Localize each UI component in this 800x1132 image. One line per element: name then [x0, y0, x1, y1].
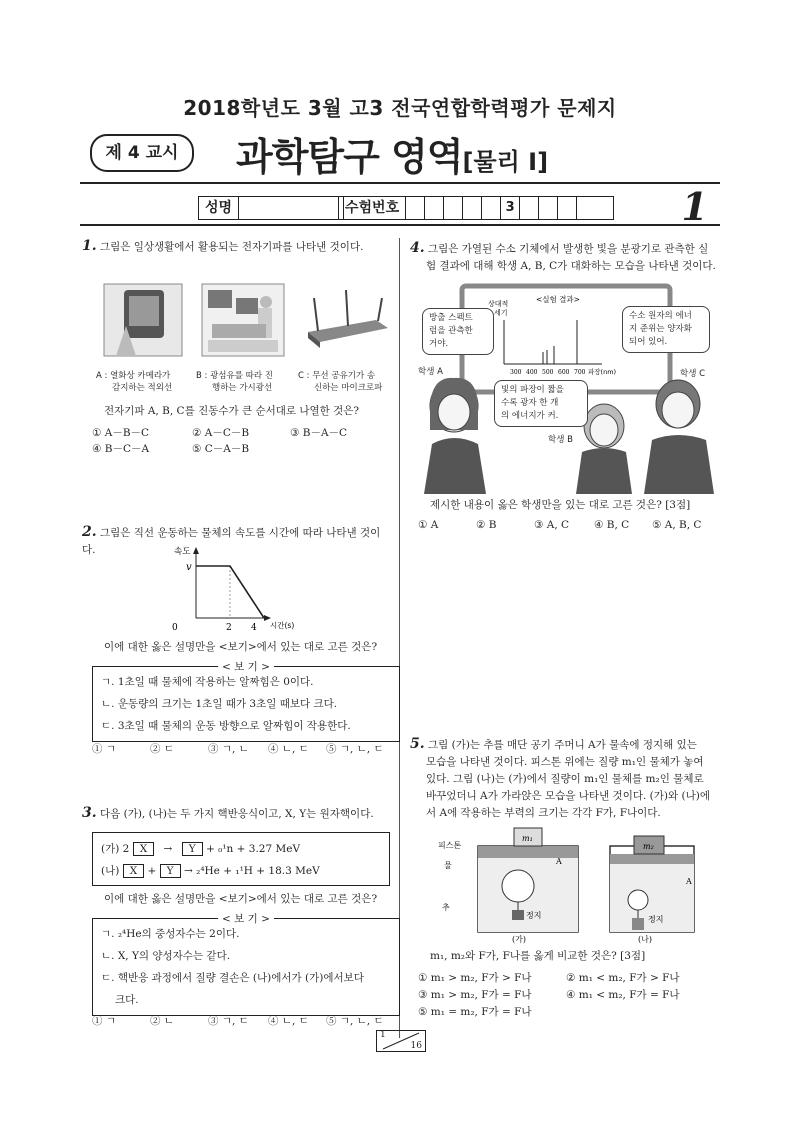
name-label: 성명: [199, 197, 239, 219]
q4-board-title: <실험 결과>: [536, 295, 580, 304]
q4-question: 제시한 내용이 옳은 학생만을 있는 대로 고른 것은? [3점]: [430, 499, 691, 511]
q5-figure: [438, 826, 728, 944]
q4-bubble-a: 방출 스펙트 럼을 관측한 거야.: [422, 308, 494, 355]
q1-choice-4[interactable]: ④ B－C－A: [92, 443, 150, 455]
q5-water-label: 물: [444, 861, 452, 870]
optical-fiber-image: [202, 284, 284, 356]
q3-reaction-ga: (가) 2 X → Y + ₀¹n + 3.27 MeV: [101, 843, 301, 855]
exam-number-digit: 3: [501, 197, 520, 219]
q3-choice-5[interactable]: ⑤ ㄱ, ㄴ, ㄷ: [326, 1015, 384, 1027]
q2-graph-ylabel: 속도: [174, 547, 191, 557]
q4-choice-4[interactable]: ④ B, C: [594, 519, 630, 531]
q2-text: 그림은 직선 운동하는 물체의 속도를 시간에 따라 나타낸 것이다.: [82, 527, 381, 556]
q2-tick-4: 4: [251, 623, 257, 633]
q5-choices: [418, 970, 722, 1021]
q5-number: 5.: [410, 736, 425, 752]
q5-line-4: 바꾸었더니 A가 가라앉은 모습을 나타낸 것이다. (가)와 (나)에: [426, 790, 710, 802]
q1-choice-5[interactable]: ⑤ C－A－B: [192, 443, 250, 455]
header-rule: [80, 182, 720, 184]
q3-choices: [92, 1013, 397, 1028]
q4-board-xlabel: 파장(nm): [588, 368, 617, 376]
q3-reaction-box: [92, 832, 390, 886]
q2-bogi-3: ㄷ. 3초일 때 물체의 운동 방향으로 알짜힘이 작용한다.: [101, 720, 351, 732]
q3-bogi-1: ㄱ. ₂⁴He의 중성자수는 2이다.: [101, 928, 240, 940]
q5-line-2: 모습을 나타낸 것이다. 피스톤 위에는 질량 m₁인 물체가 놓여: [426, 756, 704, 768]
q5-line-1: 그림 (가)는 추를 매단 공기 주머니 A가 물속에 정지해 있는: [427, 739, 697, 751]
q4-student-a-label: 학생 A: [418, 367, 443, 377]
q4-tick-300: 300: [510, 369, 522, 376]
q1-figures: [96, 276, 396, 364]
q5-stop-label-ga: 정지: [526, 911, 542, 920]
q4-tick-500: 500: [542, 369, 554, 376]
q2-choice-2[interactable]: ② ㄷ: [150, 743, 174, 755]
footer-page: 1: [380, 1030, 386, 1040]
q1-caption-c: C : 무선 공유기가 송 신하는 마이크로파: [298, 371, 383, 393]
q5-choice-4[interactable]: ④ m₁ < m₂, F가 = F나: [566, 989, 680, 1001]
q2-number: 2.: [82, 524, 97, 540]
q4-bubble-b: 빛의 파장이 짧을 수록 광자 한 개 의 에너지가 커.: [494, 380, 588, 427]
q5-line-5: 서 A에 작용하는 부력의 크기는 각각 F가, F나이다.: [426, 807, 661, 819]
q4-board-ylabel-2: 세기: [494, 309, 508, 317]
exam-title: 2018학년도 3월 고3 전국연합학력평가 문제지: [183, 96, 617, 120]
q3-bogi-2: ㄴ. X, Y의 양성자수는 같다.: [101, 950, 231, 962]
q4-choice-3[interactable]: ③ A, C: [534, 519, 570, 531]
q2-graph-xlabel: 시간(s): [270, 621, 295, 630]
q3-bogi-3-cont: 크다.: [115, 994, 139, 1006]
q2-choice-5[interactable]: ⑤ ㄱ, ㄴ, ㄷ: [326, 743, 384, 755]
q1-text: 그림은 일상생활에서 활용되는 전자기파를 나타낸 것이다.: [99, 241, 364, 253]
q2-bogi-1: ㄱ. 1초일 때 물체에 작용하는 알짜힘은 0이다.: [101, 676, 314, 688]
q4-choices: [418, 519, 718, 531]
exam-number-box: [338, 196, 614, 220]
q4-student-c-label: 학생 C: [680, 369, 706, 379]
q5-caption-na: (나): [638, 935, 652, 944]
q4-text-1: 그림은 가열된 수소 기체에서 발생한 빛을 분광기로 관측한 실: [427, 243, 709, 255]
q2-velocity-graph: [160, 542, 300, 634]
q2-tick-0: 0: [172, 623, 178, 633]
wireless-router-image: [302, 284, 392, 356]
q3-reaction-na: (나) X + Y → ₂⁴He + ₁¹H + 18.3 MeV: [101, 865, 320, 877]
q2-bogi-title: < 보 기 >: [218, 661, 274, 673]
q4-number: 4.: [410, 240, 425, 256]
q3-choice-3[interactable]: ③ ㄱ, ㄷ: [208, 1015, 249, 1027]
q2-question: 이에 대한 옳은 설명만을 <보기>에서 있는 대로 고른 것은?: [104, 641, 378, 653]
q5-choice-3[interactable]: ③ m₁ > m₂, F가 = F나: [418, 989, 532, 1001]
q5-stop-label-na: 정지: [648, 915, 664, 924]
q3-bogi-3: ㄷ. 핵반응 과정에서 질량 결손은 (나)에서가 (가)에서보다: [101, 972, 364, 984]
q2-bogi: [92, 661, 400, 742]
q2-choice-1[interactable]: ① ㄱ: [92, 743, 116, 755]
question-1: [82, 238, 392, 256]
q3-choice-2[interactable]: ② ㄴ: [150, 1015, 174, 1027]
q1-caption-b: B : 광섬유를 따라 진 행하는 가시광선: [196, 371, 273, 393]
q4-tick-600: 600: [558, 369, 570, 376]
page-indicator: [376, 1030, 426, 1052]
q1-choice-3[interactable]: ③ B－A－C: [290, 427, 348, 439]
q5-m1-label: m₁: [522, 834, 533, 843]
q2-choice-4[interactable]: ④ ㄴ, ㄷ: [268, 743, 309, 755]
subject-main: 과학탐구 영역: [236, 135, 463, 179]
footer-total: 16: [410, 1041, 422, 1051]
q3-question: 이에 대한 옳은 설명만을 <보기>에서 있는 대로 고른 것은?: [104, 893, 378, 905]
q3-choice-4[interactable]: ④ ㄴ, ㄷ: [268, 1015, 309, 1027]
question-4: [410, 240, 722, 275]
q5-choice-5[interactable]: ⑤ m₁ = m₂, F가 = F나: [418, 1006, 532, 1018]
q4-tick-400: 400: [526, 369, 538, 376]
q5-question: m₁, m₂와 F가, F나를 옳게 비교한 것은? [3점]: [430, 950, 646, 962]
q2-bogi-2: ㄴ. 운동량의 크기는 1초일 때가 3초일 때보다 크다.: [101, 698, 338, 710]
q2-tick-2: 2: [226, 623, 232, 633]
q1-choice-2[interactable]: ② A－C－B: [192, 427, 250, 439]
q4-bubble-c: 수소 원자의 에너 지 준위는 양자화 되어 있어.: [622, 306, 710, 353]
q1-choice-1[interactable]: ① A－B－C: [92, 427, 150, 439]
q5-piston-label: 피스톤: [438, 841, 462, 850]
name-box: [198, 196, 344, 220]
q1-number: 1.: [82, 238, 97, 254]
q5-choice-1[interactable]: ① m₁ > m₂, F가 > F나: [418, 972, 532, 984]
q5-choice-2[interactable]: ② m₁ < m₂, F가 > F나: [566, 972, 680, 984]
exam-number-label: 수험번호: [339, 197, 406, 219]
q4-tick-700: 700: [574, 369, 586, 376]
period-badge: 제 4 교시: [90, 134, 194, 172]
q4-student-b-label: 학생 B: [548, 435, 573, 445]
q4-choice-1[interactable]: ① A: [418, 519, 439, 531]
question-5: [410, 736, 722, 822]
q5-weight-label: 추: [442, 903, 450, 912]
q1-choices: [92, 425, 392, 457]
q1-caption-a: A : 열화상 카메라가 감지하는 적외선: [96, 371, 173, 393]
q4-choice-2[interactable]: ② B: [476, 519, 497, 531]
q4-board-ylabel-1: 상대적: [488, 300, 509, 308]
q3-number: 3.: [82, 805, 97, 821]
q4-choice-5[interactable]: ⑤ A, B, C: [652, 519, 702, 531]
page-number: 1: [681, 184, 708, 229]
q3-text: 다음 (가), (나)는 두 가지 핵반응식이고, X, Y는 원자핵이다.: [99, 808, 374, 820]
question-3: [82, 805, 398, 823]
q5-caption-ga: (가): [512, 935, 526, 944]
q5-a-label-ga: A: [556, 857, 562, 866]
q3-bogi: [92, 913, 400, 1016]
q1-question: 전자기파 A, B, C를 진동수가 큰 순서대로 나열한 것은?: [104, 405, 360, 417]
q3-choice-1[interactable]: ① ㄱ: [92, 1015, 116, 1027]
thermal-camera-image: [104, 284, 182, 356]
q2-choice-3[interactable]: ③ ㄱ, ㄴ: [208, 743, 249, 755]
q2-choices: [92, 741, 397, 756]
q5-m2-label: m₂: [643, 842, 654, 851]
q3-bogi-title: < 보 기 >: [218, 913, 274, 925]
q4-text-2: 험 결과에 대해 학생 A, B, C가 대화하는 모습을 나타낸 것이다.: [426, 260, 716, 272]
header-rule-2: [80, 224, 720, 226]
q5-a-label-na: A: [686, 877, 692, 886]
subject-title: [236, 126, 548, 181]
student-a-figure: [424, 378, 486, 494]
q5-line-3: 있다. 그림 (나)는 (가)에서 질량이 m₁인 물체를 m₂인 물체로: [426, 773, 704, 785]
q2-graph-v: v: [186, 562, 192, 573]
subject-sub: [물리 Ⅰ]: [462, 148, 549, 176]
student-c-figure: [644, 380, 714, 494]
